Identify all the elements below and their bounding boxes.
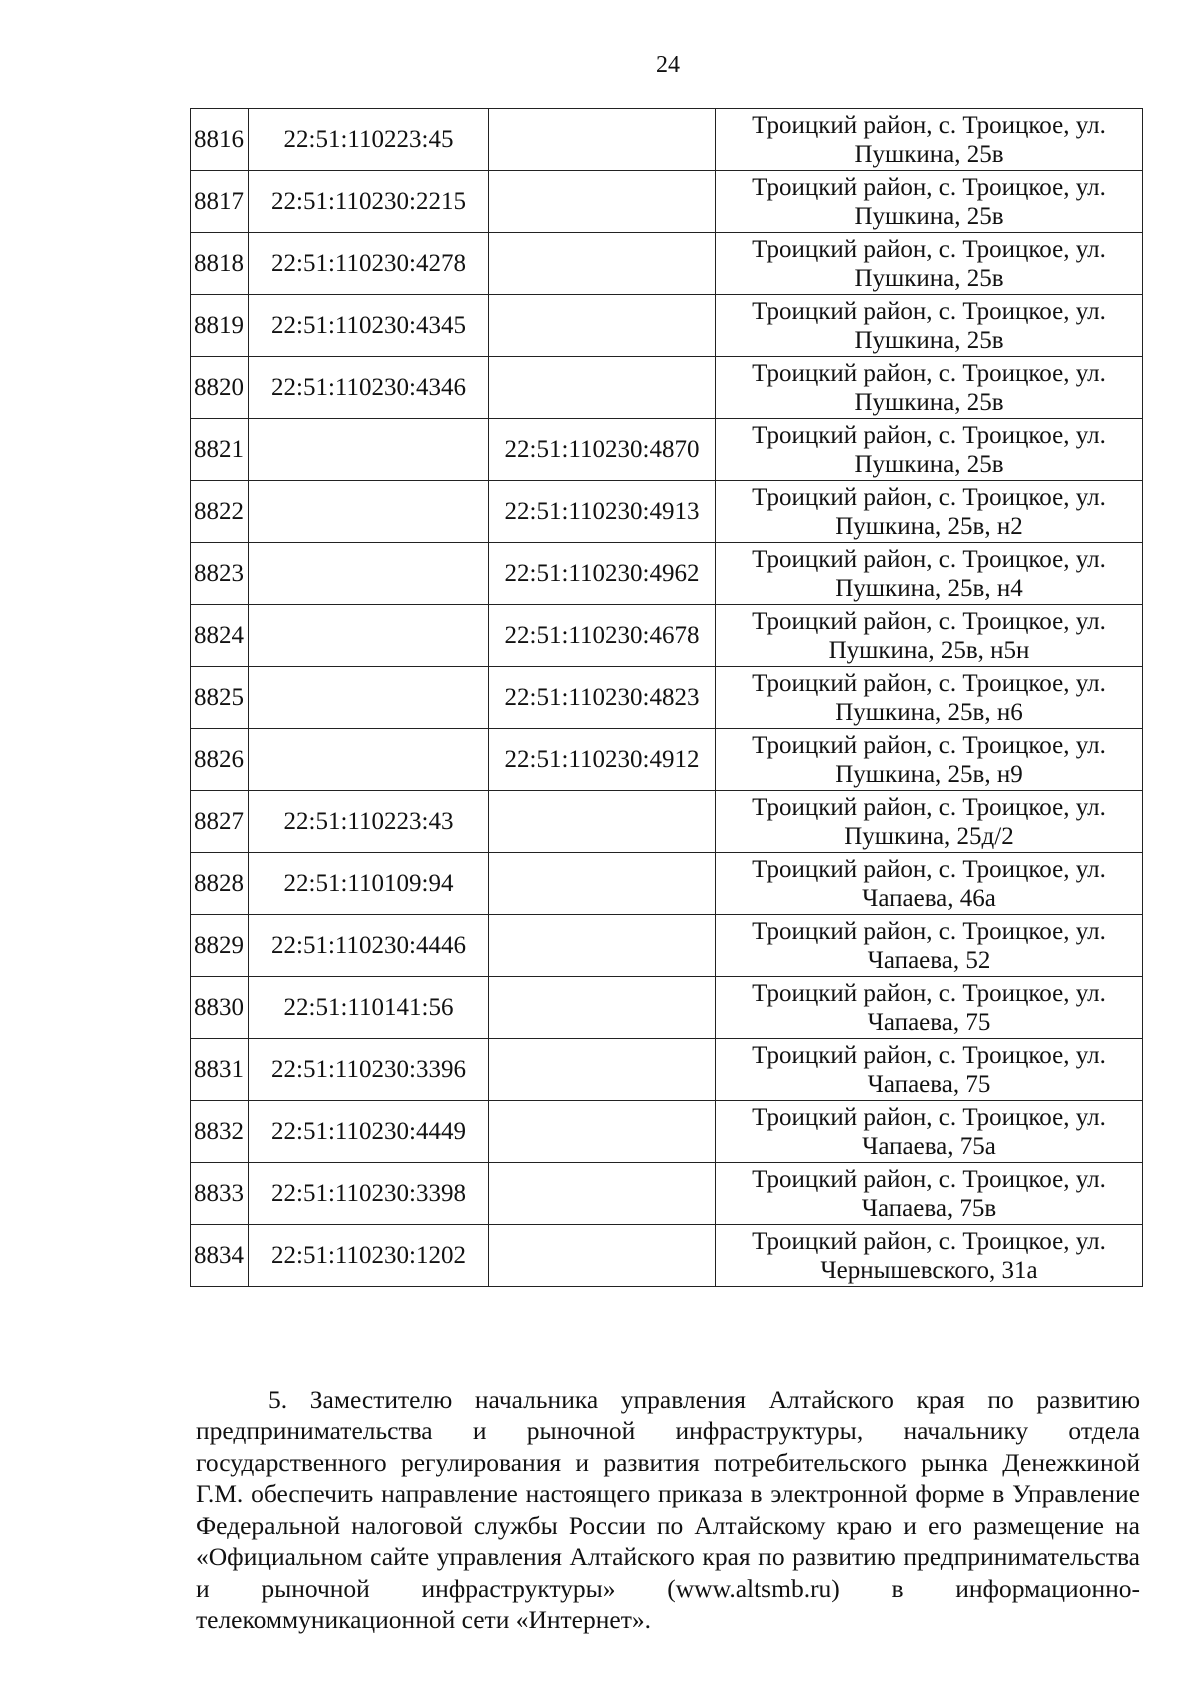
address-cell: Троицкий район, с. Троицкое, ул. Пушкина, 25д/2 [716, 791, 1143, 853]
address-cell: Троицкий район, с. Троицкое, ул. Пушкина, 25в [716, 171, 1143, 233]
table-row [191, 729, 1143, 791]
cadastral-number-cell [249, 481, 489, 543]
cadastral-number-cell: 22:51:110230:3396 [249, 1039, 489, 1101]
cadastral-number-cell: 22:51:110230:4446 [249, 915, 489, 977]
registry-table-body [191, 109, 1143, 1287]
table-row [191, 1163, 1143, 1225]
cadastral-number-cell: 22:51:110230:4449 [249, 1101, 489, 1163]
cadastral-number-room-cell: 22:51:110230:4823 [489, 667, 716, 729]
cadastral-number-room-cell [489, 171, 716, 233]
row-number-cell: 8829 [191, 915, 249, 977]
table-row [191, 1101, 1143, 1163]
address-cell: Троицкий район, с. Троицкое, ул. Пушкина, 25в, н6 [716, 667, 1143, 729]
address-cell: Троицкий район, с. Троицкое, ул. Чапаева, 75а [716, 1101, 1143, 1163]
cadastral-number-room-cell [489, 1039, 716, 1101]
table-row [191, 1039, 1143, 1101]
table-row [191, 605, 1143, 667]
cadastral-number-room-cell [489, 357, 716, 419]
address-cell: Троицкий район, с. Троицкое, ул. Пушкина, 25в, н2 [716, 481, 1143, 543]
row-number-cell: 8822 [191, 481, 249, 543]
address-cell: Троицкий район, с. Троицкое, ул. Пушкина, 25в [716, 233, 1143, 295]
cadastral-number-room-cell [489, 1101, 716, 1163]
table-row [191, 543, 1143, 605]
row-number-cell: 8834 [191, 1225, 249, 1287]
cadastral-number-cell [249, 605, 489, 667]
cadastral-number-room-cell: 22:51:110230:4913 [489, 481, 716, 543]
cadastral-number-room-cell [489, 1163, 716, 1225]
address-cell: Троицкий район, с. Троицкое, ул. Пушкина, 25в [716, 419, 1143, 481]
address-cell: Троицкий район, с. Троицкое, ул. Пушкина, 25в [716, 357, 1143, 419]
registry-table [190, 108, 1143, 1287]
row-number-cell: 8823 [191, 543, 249, 605]
row-number-cell: 8818 [191, 233, 249, 295]
table-row [191, 853, 1143, 915]
cadastral-number-room-cell [489, 109, 716, 171]
table-row [191, 295, 1143, 357]
row-number-cell: 8831 [191, 1039, 249, 1101]
table-row [191, 171, 1143, 233]
cadastral-number-cell: 22:51:110230:4345 [249, 295, 489, 357]
table-row [191, 791, 1143, 853]
row-number-cell: 8817 [191, 171, 249, 233]
row-number-cell: 8827 [191, 791, 249, 853]
table-row [191, 233, 1143, 295]
cadastral-number-cell [249, 419, 489, 481]
row-number-cell: 8821 [191, 419, 249, 481]
cadastral-number-room-cell [489, 233, 716, 295]
cadastral-number-cell [249, 543, 489, 605]
table-row [191, 1225, 1143, 1287]
address-cell: Троицкий район, с. Троицкое, ул. Пушкина, 25в [716, 295, 1143, 357]
row-number-cell: 8826 [191, 729, 249, 791]
table-row [191, 915, 1143, 977]
cadastral-number-room-cell [489, 791, 716, 853]
row-number-cell: 8824 [191, 605, 249, 667]
cadastral-number-room-cell: 22:51:110230:4962 [489, 543, 716, 605]
cadastral-number-cell: 22:51:110230:2215 [249, 171, 489, 233]
table-row [191, 109, 1143, 171]
row-number-cell: 8825 [191, 667, 249, 729]
row-number-cell: 8816 [191, 109, 249, 171]
cadastral-number-cell: 22:51:110223:43 [249, 791, 489, 853]
cadastral-number-room-cell [489, 977, 716, 1039]
cadastral-number-cell: 22:51:110109:94 [249, 853, 489, 915]
table-row [191, 667, 1143, 729]
cadastral-number-cell [249, 729, 489, 791]
cadastral-number-cell: 22:51:110230:3398 [249, 1163, 489, 1225]
cadastral-number-room-cell [489, 1225, 716, 1287]
table-row [191, 357, 1143, 419]
row-number-cell: 8832 [191, 1101, 249, 1163]
row-number-cell: 8820 [191, 357, 249, 419]
page-number: 24 [656, 52, 680, 78]
order-paragraph-5: 5. Заместителю начальника управления Алтайского края по развитию предпринимательства и рыночной инфраструктуры, начальнику отдела государственного регулирования и развития потребительского рынка Денежкиной Г.М. обеспечить направление настоящего приказа в электронной форме в Управление Федеральной налоговой службы России по Алтайскому краю и его размещение на «Официальном сайте управления Алтайского края по развитию предпринимательства и рыночной инфраструктуры» (www.altsmb.ru) в информационно-телекоммуникационной сети «Интернет». [196, 1384, 1140, 1634]
row-number-cell: 8828 [191, 853, 249, 915]
row-number-cell: 8833 [191, 1163, 249, 1225]
table-row [191, 419, 1143, 481]
cadastral-number-room-cell [489, 853, 716, 915]
cadastral-number-cell: 22:51:110230:4278 [249, 233, 489, 295]
address-cell: Троицкий район, с. Троицкое, ул. Пушкина, 25в, н9 [716, 729, 1143, 791]
address-cell: Троицкий район, с. Троицкое, ул. Чапаева, 75 [716, 977, 1143, 1039]
address-cell: Троицкий район, с. Троицкое, ул. Пушкина, 25в [716, 109, 1143, 171]
cadastral-number-cell: 22:51:110230:1202 [249, 1225, 489, 1287]
address-cell: Троицкий район, с. Троицкое, ул. Пушкина, 25в, н5н [716, 605, 1143, 667]
table-row [191, 481, 1143, 543]
row-number-cell: 8819 [191, 295, 249, 357]
cadastral-number-cell: 22:51:110141:56 [249, 977, 489, 1039]
table-row [191, 977, 1143, 1039]
cadastral-number-room-cell: 22:51:110230:4870 [489, 419, 716, 481]
address-cell: Троицкий район, с. Троицкое, ул. Чапаева, 75 [716, 1039, 1143, 1101]
address-cell: Троицкий район, с. Троицкое, ул. Чапаева, 46а [716, 853, 1143, 915]
cadastral-number-room-cell: 22:51:110230:4912 [489, 729, 716, 791]
cadastral-number-cell: 22:51:110223:45 [249, 109, 489, 171]
address-cell: Троицкий район, с. Троицкое, ул. Чернышевского, 31а [716, 1225, 1143, 1287]
address-cell: Троицкий район, с. Троицкое, ул. Пушкина, 25в, н4 [716, 543, 1143, 605]
cadastral-number-room-cell [489, 915, 716, 977]
cadastral-number-room-cell [489, 295, 716, 357]
address-cell: Троицкий район, с. Троицкое, ул. Чапаева, 52 [716, 915, 1143, 977]
address-cell: Троицкий район, с. Троицкое, ул. Чапаева, 75в [716, 1163, 1143, 1225]
row-number-cell: 8830 [191, 977, 249, 1039]
cadastral-number-cell [249, 667, 489, 729]
cadastral-number-room-cell: 22:51:110230:4678 [489, 605, 716, 667]
cadastral-number-cell: 22:51:110230:4346 [249, 357, 489, 419]
